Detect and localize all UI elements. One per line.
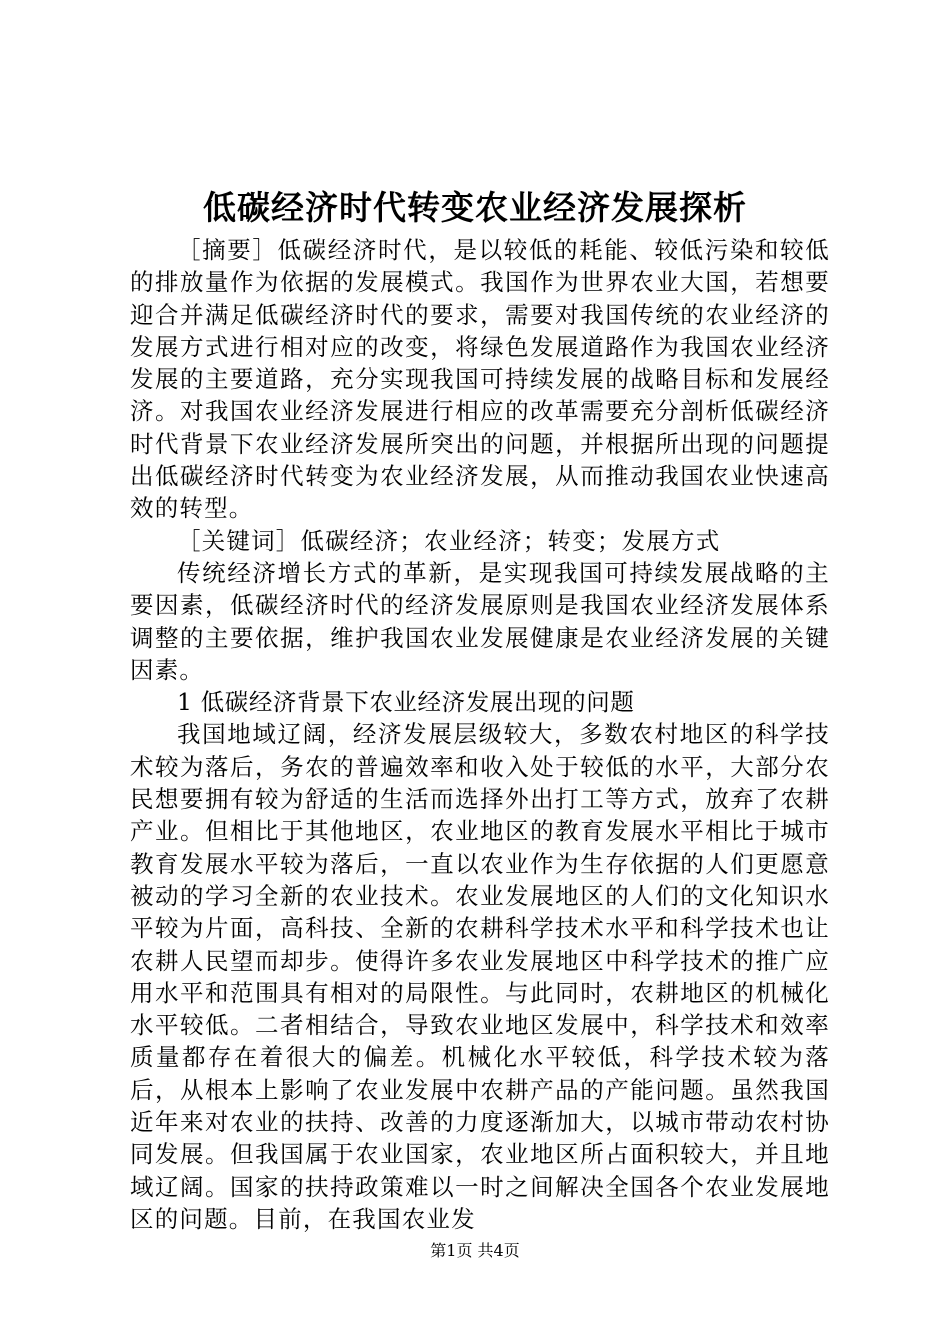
document-body [130, 234, 830, 1235]
intro-paragraph: 传统经济增长方式的革新，是实现我国可持续发展战略的主要因素，低碳经济时代的经济发展原则是我国农业经济发展体系调整的主要依据，维护我国农业发展健康是农业经济发展的关键因素。 [130, 558, 830, 684]
abstract-paragraph: ［摘要］低碳经济时代，是以较低的耗能、较低污染和较低的排放量作为依据的发展模式。我国作为世界农业大国，若想要迎合并满足低碳经济时代的要求，需要对我国传统的农业经济的发展方式进行相对应的改变，将绿色发展道路作为我国农业经济发展的主要道路，充分实现我国可持续发展的战略目标和发展经济。对我国农业经济发展进行相应的改革需要充分剖析低碳经济时代背景下农业经济发展所突出的问题，并根据所出现的问题提出低碳经济时代转变为农业经济发展，从而推动我国农业快速高效的转型。 [130, 236, 830, 523]
section-heading: 1 低碳经济背景下农业经济发展出现的问题 [177, 688, 635, 717]
section-body-paragraph: 我国地域辽阔，经济发展层级较大，多数农村地区的科学技术较为落后，务农的普遍效率和收入处于较低的水平，大部分农民想要拥有较为舒适的生活而选择外出打工等方式，放弃了农耕产业。但相比于其他地区，农业地区的教育发展水平相比于城市教育发展水平较为落后，一直以农业作为生存依据的人们更愿意被动的学习全新的农业技术。农业发展地区的人们的文化知识水平较为片面，高科技、全新的农耕科学技术水平和科学技术也让农耕人民望而却步。使得许多农业发展地区中科学技术的推广应用水平和范围具有相对的局限性。与此同时，农耕地区的机械化水平较低。二者相结合，导致农业地区发展中，科学技术和效率质量都存在着很大的偏差。机械化水平较低，科学技术较为落后，从根本上影响了农业发展中农耕产品的产能问题。虽然我国近年来对农业的扶持、改善的力度逐渐加大，以城市带动农村协同发展。但我国属于农业国家，农业地区所占面积较大，并且地域辽阔。国家的扶持政策难以一时之间解决全国各个农业发展地区的问题。目前，在我国农业发 [130, 720, 830, 1233]
document-title: 低碳经济时代转变农业经济发展探析 [203, 188, 747, 227]
page-footer: 第1页 共4页 [430, 1241, 520, 1260]
keywords-paragraph: ［关键词］低碳经济；农业经济；转变；发展方式 [177, 526, 721, 555]
